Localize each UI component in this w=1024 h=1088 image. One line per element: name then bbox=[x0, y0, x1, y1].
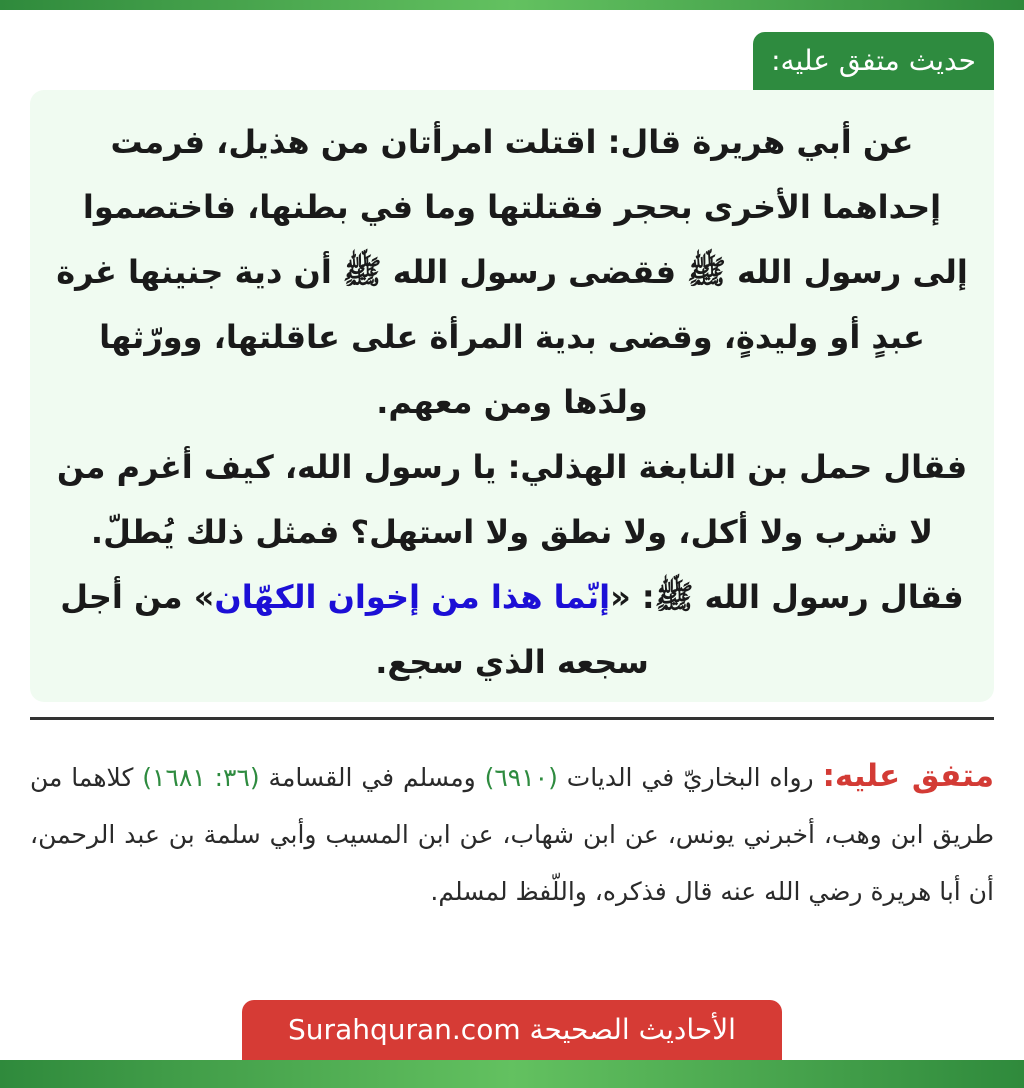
reference-bukhari: (٦٩١٠) bbox=[484, 763, 558, 792]
section-divider bbox=[30, 717, 994, 720]
takhrij-text-a: رواه البخاريّ في الديات bbox=[557, 763, 823, 792]
hadith-text-part2: فقال حمل بن النابغة الهذلي: يا رسول الله، كيف أغرم من لا شرب ولا أكل، ولا نطق ولا استهل؟ فمثل ذلك يُطلّ. فقال رسول الله ﷺ: « bbox=[56, 448, 968, 616]
hadith-grade-badge: حديث متفق عليه: bbox=[753, 32, 994, 90]
hadith-paragraph-2 bbox=[56, 435, 968, 695]
takhrij-section bbox=[30, 748, 994, 920]
hadith-text-box bbox=[30, 90, 994, 702]
hadith-text-part3: » من أجل سجعه الذي سجع. bbox=[60, 578, 649, 681]
hadith-text-part1: عن أبي هريرة قال: اقتلت امرأتان من هذيل، فرمت إحداهما الأخرى بحجر فقتلتها وما في بطنها، فاختصموا إلى رسول الله ﷺ فقضى رسول الله ﷺ أن دية جنينها غرة عبدٍ أو وليدةٍ، وقضى بدية المرأة على عاقلتها، وورّثها ولدَها ومن معهم. bbox=[56, 123, 968, 421]
bottom-accent-bar bbox=[0, 1060, 1024, 1088]
takhrij-text-c: كلاهما من طريق ابن وهب، أخبرني يونس، عن ابن شهاب، عن ابن المسيب وأبي سلمة بن عبد الرحمن، أن أبا هريرة رضي الله عنه قال فذكره، واللّفظ لمسلم. bbox=[30, 763, 994, 906]
prophet-quote: إنّما هذا من إخوان الكهّان bbox=[214, 578, 611, 616]
takhrij-text-b: ومسلم في القسامة bbox=[259, 763, 485, 792]
takhrij-paragraph bbox=[30, 748, 994, 920]
hadith-paragraph bbox=[56, 110, 968, 435]
top-accent-bar bbox=[0, 0, 1024, 10]
reference-muslim: (٣٦: ١٦٨١) bbox=[142, 763, 260, 792]
site-footer-label[interactable]: الأحاديث الصحيحة Surahquran.com bbox=[242, 1000, 782, 1060]
takhrij-grade-label: متفق عليه: bbox=[822, 758, 995, 794]
